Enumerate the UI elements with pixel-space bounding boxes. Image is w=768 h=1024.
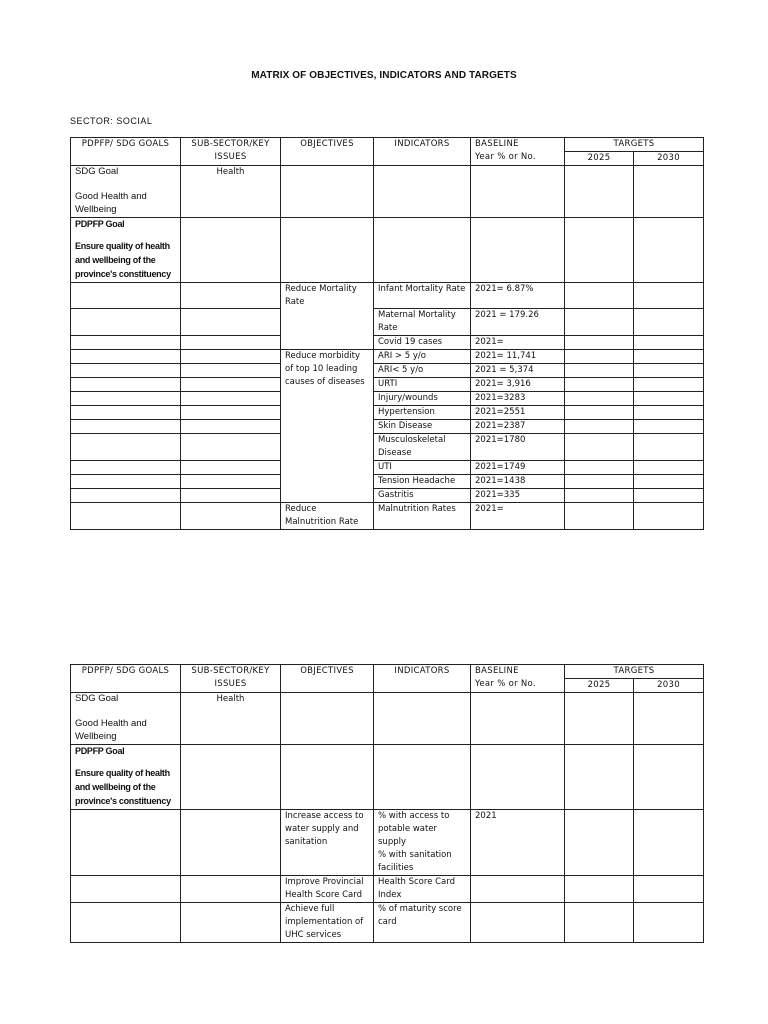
objectives-matrix-table-1 [70,137,704,530]
header-target-2025: 2025 [565,152,634,166]
sdg-goal-label: SDG Goal [75,693,119,704]
header-targets: TARGETS [565,665,704,679]
header-objectives: OBJECTIVES [281,138,374,166]
indicator-cell: Covid 19 cases [374,336,471,350]
header-target-2030: 2030 [634,679,704,693]
baseline-cell: 2021= [471,503,565,530]
indicator-cell: Malnutrition Rates [374,503,471,530]
sdg-goal-cell [71,693,181,745]
baseline-cell: 2021=1438 [471,475,565,489]
baseline-cell: 2021=3283 [471,392,565,406]
baseline-cell [471,876,565,903]
header-indicators: INDICATORS [374,138,471,166]
indicator-cell: Tension Headache [374,475,471,489]
pdpfp-goal-text: Ensure quality of health and wellbeing of the province's constituency [75,768,171,806]
baseline-cell: 2021=2387 [471,420,565,434]
header-baseline-line1: BASELINE [475,139,519,149]
baseline-cell: 2021= 3,916 [471,378,565,392]
indicator-text: % with sanitation facilities [378,850,452,873]
header-baseline [471,138,565,166]
header-baseline [471,665,565,693]
objective-cell: Achieve full implementation of UHC services [281,903,374,943]
pdpfp-goal-label: PDPFP Goal [75,219,125,229]
header-target-2025: 2025 [565,679,634,693]
baseline-cell: 2021=2551 [471,406,565,420]
baseline-cell: 2021 = 179.26 [471,309,565,336]
subsector-cell: Health [181,166,281,218]
pdpfp-goal-label: PDPFP Goal [75,746,125,756]
subsector-cell: Health [181,693,281,745]
objective-cell: Reduce Mortality Rate [281,283,374,350]
pdpfp-goal-text: Ensure quality of health and wellbeing of the province's constituency [75,241,171,279]
header-baseline-line2: Year % or No. [475,679,536,689]
indicator-cell: Health Score Card Index [374,876,471,903]
header-objectives: OBJECTIVES [281,665,374,693]
objective-cell: Reduce Malnutrition Rate [281,503,374,530]
objective-cell: Increase access to water supply and sanitation [281,810,374,876]
indicator-cell: URTI [374,378,471,392]
indicator-cell: UTI [374,461,471,475]
indicator-cell: Musculoskeletal Disease [374,434,471,461]
indicator-cell: Gastritis [374,489,471,503]
indicator-cell: % of maturity score card [374,903,471,943]
sector-label: SECTOR: SOCIAL [70,116,153,126]
pdpfp-goal-cell [71,218,181,283]
baseline-cell: 2021 = 5,374 [471,364,565,378]
header-goals: PDPFP/ SDG GOALS [71,138,181,166]
pdpfp-goal-cell [71,745,181,810]
header-baseline-line1: BASELINE [475,666,519,676]
document-title: MATRIX OF OBJECTIVES, INDICATORS AND TARGETS [251,70,517,81]
indicator-cell: Skin Disease [374,420,471,434]
sdg-goal-text: Good Health and Wellbeing [75,191,147,215]
sdg-goal-text: Good Health and Wellbeing [75,718,147,742]
baseline-cell [471,903,565,943]
sdg-goal-cell [71,166,181,218]
indicator-text: % with access to potable water supply [378,811,450,847]
baseline-cell: 2021=335 [471,489,565,503]
objective-cell: Improve Provincial Health Score Card [281,876,374,903]
header-indicators: INDICATORS [374,665,471,693]
indicator-cell: Injury/wounds [374,392,471,406]
header-baseline-line2: Year % or No. [475,152,536,162]
baseline-cell: 2021=1780 [471,434,565,461]
header-targets: TARGETS [565,138,704,152]
header-target-2030: 2030 [634,152,704,166]
header-subsector: SUB-SECTOR/KEY ISSUES [181,665,281,693]
indicator-cell: Maternal Mortality Rate [374,309,471,336]
indicator-cell: Hypertension [374,406,471,420]
indicator-cell: ARI > 5 y/o [374,350,471,364]
baseline-cell: 2021 [471,810,565,876]
baseline-cell: 2021=1749 [471,461,565,475]
indicator-cell [374,810,471,876]
indicator-cell: Infant Mortality Rate [374,283,471,309]
objective-cell: Reduce morbidity of top 10 leading causes of diseases [281,350,374,503]
header-goals: PDPFP/ SDG GOALS [71,665,181,693]
objectives-matrix-table-2 [70,664,704,943]
indicator-cell: ARI< 5 y/o [374,364,471,378]
baseline-cell: 2021= [471,336,565,350]
header-subsector: SUB-SECTOR/KEY ISSUES [181,138,281,166]
baseline-cell: 2021= 11,741 [471,350,565,364]
baseline-cell: 2021= 6.87% [471,283,565,309]
sdg-goal-label: SDG Goal [75,166,119,177]
